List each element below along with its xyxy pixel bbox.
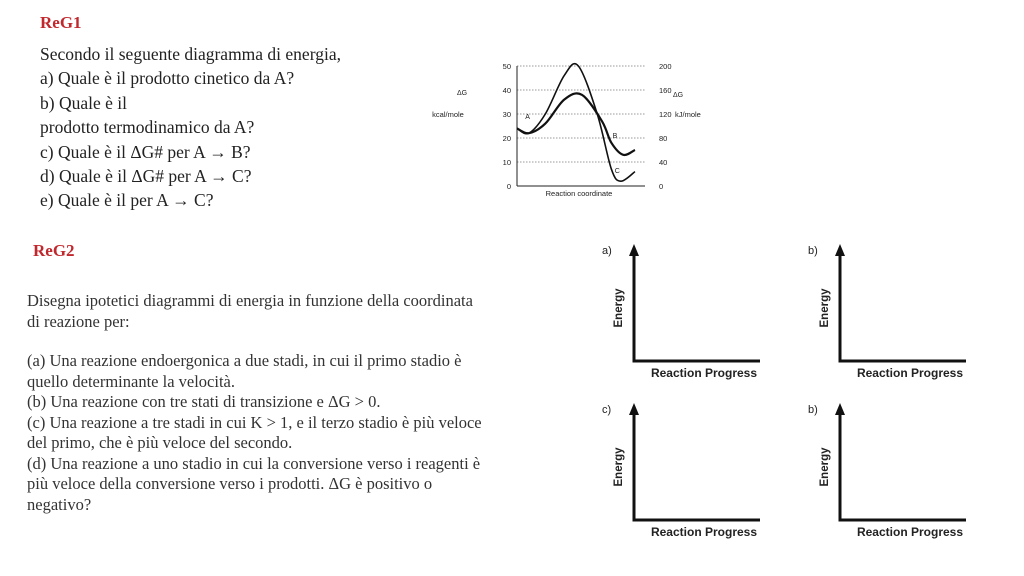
panel-label: a)	[602, 245, 612, 257]
reg1-questions	[40, 42, 341, 213]
reg2-item-a-line1: (a) Una reazione endoergonica a due stadi, in cui il primo stadio è	[27, 351, 462, 370]
y-axis-arrowhead	[629, 244, 639, 256]
reg2-intro-line1: Disegna ipotetici diagrammi di energia in funzione della coordinata	[27, 291, 473, 310]
empty-axes-panel-b-top	[806, 238, 996, 383]
x-axis-label: Reaction coordinate	[545, 189, 613, 198]
point-label-a: A	[525, 113, 530, 121]
empty-axes-panel-a	[600, 238, 790, 383]
reg2-item-d-line2: più veloce della conversione verso i prodotti. ΔG è positivo o	[27, 474, 433, 493]
empty-axes-panel-c	[600, 397, 790, 542]
left-axis-unit: kcal/mole	[432, 110, 464, 119]
reg1-question-b-line1: b) Quale è il	[40, 92, 127, 113]
panel-label: b)	[808, 245, 818, 257]
x-axis-label: Reaction Progress	[650, 525, 758, 539]
curve-a-to-b	[517, 93, 635, 155]
right-tick-label: 200	[659, 62, 672, 71]
reg2-item-d-line1: (d) Una reazione a uno stadio in cui la conversione verso i reagenti è	[27, 453, 481, 473]
reg2-intro-line2: di reazione per:	[27, 311, 130, 331]
right-axis-unit: kJ/mole	[675, 110, 701, 119]
left-axis-symbol: ΔG	[456, 90, 468, 97]
x-axis-label: Reaction Progress	[856, 366, 964, 380]
reg1-question-c: c) Quale è il ΔG# per A → B?	[40, 141, 251, 162]
y-axis-label: Energy	[819, 288, 831, 328]
empty-axes-panel-b-bottom	[806, 397, 996, 542]
left-tick-label: 10	[502, 158, 511, 167]
reg1-question-a: a) Quale è il prodotto cinetico da A?	[40, 68, 295, 89]
right-tick-label: 40	[659, 158, 668, 167]
reg2-item-a-line2: quello determinante la velocità.	[27, 371, 235, 391]
y-axis-label: Energy	[819, 447, 831, 487]
reg2-item-c-line2: del primo, che è più veloce del secondo.	[27, 433, 293, 452]
reg2-item-c-line1: (c) Una reazione a tre stadi in cui K > 1, e il terzo stadio è più veloce	[27, 412, 482, 432]
reg1-question-b-line2: prodotto termodinamico da A?	[40, 117, 255, 138]
left-tick-label: 0	[506, 182, 511, 191]
right-tick-label: 120	[659, 110, 672, 119]
y-axis-label: Energy	[613, 447, 625, 487]
right-tick-label: 0	[659, 182, 664, 191]
y-axis-arrowhead	[629, 403, 639, 415]
y-axis-arrowhead	[835, 403, 845, 415]
reg2-item-b: (b) Una reazione con tre stati di transizione e ΔG > 0.	[27, 392, 381, 411]
reg1-intro: Secondo il seguente diagramma di energia,	[40, 44, 341, 64]
reg2-title: ReG2	[33, 241, 75, 260]
y-axis-arrowhead	[835, 244, 845, 256]
panel-label: c)	[602, 404, 612, 416]
right-tick-label: 80	[659, 134, 668, 143]
curve-a-to-c	[517, 64, 635, 182]
left-tick-label: 40	[502, 86, 511, 95]
point-label-b: B	[612, 133, 618, 140]
right-tick-label: 160	[659, 86, 672, 95]
reg1-question-d: d) Quale è il ΔG# per A → C?	[40, 166, 252, 187]
reg2-items	[27, 351, 482, 515]
reg2-intro	[27, 291, 473, 332]
point-label-c: C	[614, 167, 620, 175]
y-axis-label: Energy	[613, 288, 625, 328]
energy-diagram	[420, 58, 720, 218]
left-tick-label: 50	[502, 62, 511, 71]
panel-label: b)	[808, 404, 818, 416]
right-axis-symbol: ΔG	[672, 92, 684, 99]
x-axis-label: Reaction Progress	[650, 366, 758, 380]
reg1-question-e: e) Quale è il per A → C?	[40, 190, 214, 211]
left-tick-label: 20	[502, 134, 511, 143]
x-axis-label: Reaction Progress	[856, 525, 964, 539]
left-tick-label: 30	[502, 110, 511, 119]
reg2-item-d-line3: negativo?	[27, 494, 92, 514]
reg1-title: ReG1	[40, 13, 82, 32]
